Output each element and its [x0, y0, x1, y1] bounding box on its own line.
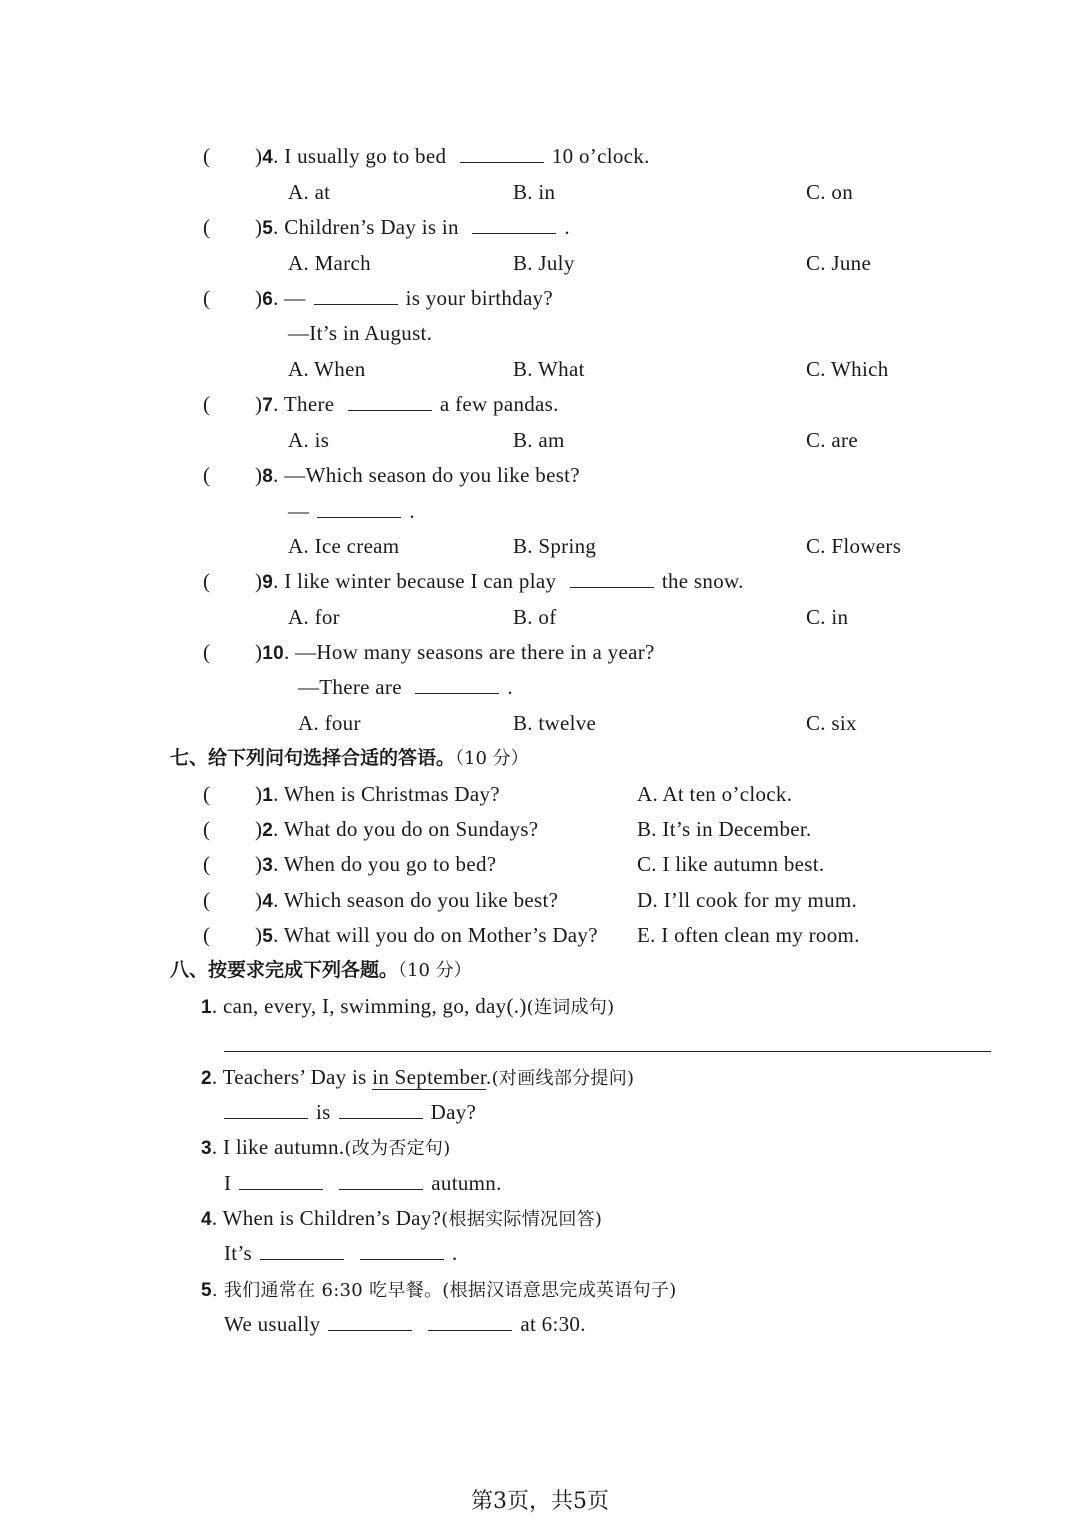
option-a: A. is: [288, 428, 330, 452]
answer-paren[interactable]: (: [203, 782, 210, 806]
task-1: 1. can, every, I, swimming, go, day(.)(连词成句): [201, 994, 615, 1018]
answer-paren[interactable]: (: [203, 817, 210, 841]
answer-blank[interactable]: [472, 213, 556, 234]
question-number: 4: [262, 147, 274, 168]
answer-blank[interactable]: [339, 1169, 423, 1190]
question-number: 6: [262, 289, 274, 310]
option-b: B. am: [513, 428, 565, 452]
option-c: C. June: [806, 251, 872, 275]
question-7: )7. There a few pandas.: [255, 392, 559, 416]
question-number: 10: [262, 643, 285, 664]
task-2: 2. Teachers’ Day is in September.(对画线部分提问): [201, 1065, 635, 1089]
task-5-answer: We usually at 6:30.: [224, 1312, 586, 1336]
answer-paren[interactable]: (: [203, 640, 210, 664]
page-number: 第3页，共5页: [471, 1489, 609, 1514]
answer-line[interactable]: [224, 1051, 991, 1052]
option-c: C. Flowers: [806, 534, 902, 558]
match-answer: B. It’s in December.: [637, 817, 812, 841]
dialogue-line: — .: [288, 499, 415, 523]
answer-blank[interactable]: [348, 390, 432, 411]
answer-paren[interactable]: (: [203, 286, 210, 310]
option-a: A. for: [288, 605, 340, 629]
question-number: 8: [262, 466, 274, 487]
option-a: A. four: [298, 711, 361, 735]
option-b: B. What: [513, 357, 585, 381]
option-b: B. Spring: [513, 534, 597, 558]
match-answer: E. I often clean my room.: [637, 923, 860, 947]
question-8: )8. —Which season do you like best?: [255, 463, 580, 487]
underlined-phrase: in September: [372, 1065, 487, 1089]
question-5: )5. Children’s Day is in .: [255, 215, 570, 239]
answer-blank[interactable]: [428, 1310, 512, 1331]
option-a: A. When: [288, 357, 366, 381]
answer-blank[interactable]: [339, 1098, 423, 1119]
answer-paren[interactable]: (: [203, 569, 210, 593]
match-answer: C. I like autumn best.: [637, 852, 825, 876]
option-b: B. July: [513, 251, 575, 275]
answer-paren[interactable]: (: [203, 888, 210, 912]
answer-blank[interactable]: [460, 142, 544, 163]
answer-paren[interactable]: (: [203, 144, 210, 168]
match-question: )3. When do you go to bed?: [255, 852, 497, 876]
match-answer: A. At ten o’clock.: [637, 782, 793, 806]
option-c: C. on: [806, 180, 854, 204]
answer-blank[interactable]: [224, 1098, 308, 1119]
answer-blank[interactable]: [260, 1239, 344, 1260]
task-4: 4. When is Children’s Day?(根据实际情况回答): [201, 1206, 603, 1230]
answer-blank[interactable]: [317, 497, 401, 518]
answer-blank[interactable]: [415, 673, 499, 694]
answer-paren[interactable]: (: [203, 392, 210, 416]
option-c: C. in: [806, 605, 849, 629]
answer-blank[interactable]: [328, 1310, 412, 1331]
option-b: B. in: [513, 180, 556, 204]
answer-blank[interactable]: [239, 1169, 323, 1190]
dialogue-line: —It’s in August.: [288, 321, 433, 345]
section-8-heading: 八、按要求完成下列各题。（10 分）: [170, 959, 472, 981]
answer-paren[interactable]: (: [203, 923, 210, 947]
option-a: A. Ice cream: [288, 534, 400, 558]
answer-paren[interactable]: (: [203, 463, 210, 487]
question-number: 9: [262, 572, 274, 593]
section-7-heading: 七、给下列问句选择合适的答语。（10 分）: [170, 747, 529, 769]
answer-blank[interactable]: [314, 284, 398, 305]
option-b: B. of: [513, 605, 557, 629]
task-3: 3. I like autumn.(改为否定句): [201, 1135, 451, 1159]
option-c: C. Which: [806, 357, 889, 381]
task-5: 5. 我们通常在 6:30 吃早餐。(根据汉语意思完成英语句子): [201, 1280, 677, 1301]
answer-blank[interactable]: [570, 567, 654, 588]
answer-blank[interactable]: [360, 1239, 444, 1260]
task-4-answer: It’s .: [224, 1241, 458, 1265]
question-4: )4. I usually go to bed 10 o’clock.: [255, 144, 650, 168]
option-b: B. twelve: [513, 711, 597, 735]
question-6: )6. — is your birthday?: [255, 286, 553, 310]
task-2-answer: is Day?: [216, 1098, 476, 1126]
option-a: A. at: [288, 180, 331, 204]
match-question: )2. What do you do on Sundays?: [255, 817, 539, 841]
match-answer: D. I’ll cook for my mum.: [637, 888, 858, 912]
answer-paren[interactable]: (: [203, 852, 210, 876]
option-a: A. March: [288, 251, 371, 275]
question-10: )10. —How many seasons are there in a year?: [255, 640, 655, 664]
match-question: )4. Which season do you like best?: [255, 888, 559, 912]
answer-paren[interactable]: (: [203, 215, 210, 239]
question-number: 5: [262, 218, 274, 239]
option-c: C. are: [806, 428, 858, 452]
match-question: )1. When is Christmas Day?: [255, 782, 500, 806]
question-9: )9. I like winter because I can play the snow.: [255, 569, 744, 593]
match-question: )5. What will you do on Mother’s Day?: [255, 923, 598, 947]
dialogue-line: —There are .: [298, 675, 513, 699]
option-c: C. six: [806, 711, 857, 735]
task-3-answer: I autumn.: [224, 1171, 502, 1195]
question-number: 7: [262, 395, 274, 416]
